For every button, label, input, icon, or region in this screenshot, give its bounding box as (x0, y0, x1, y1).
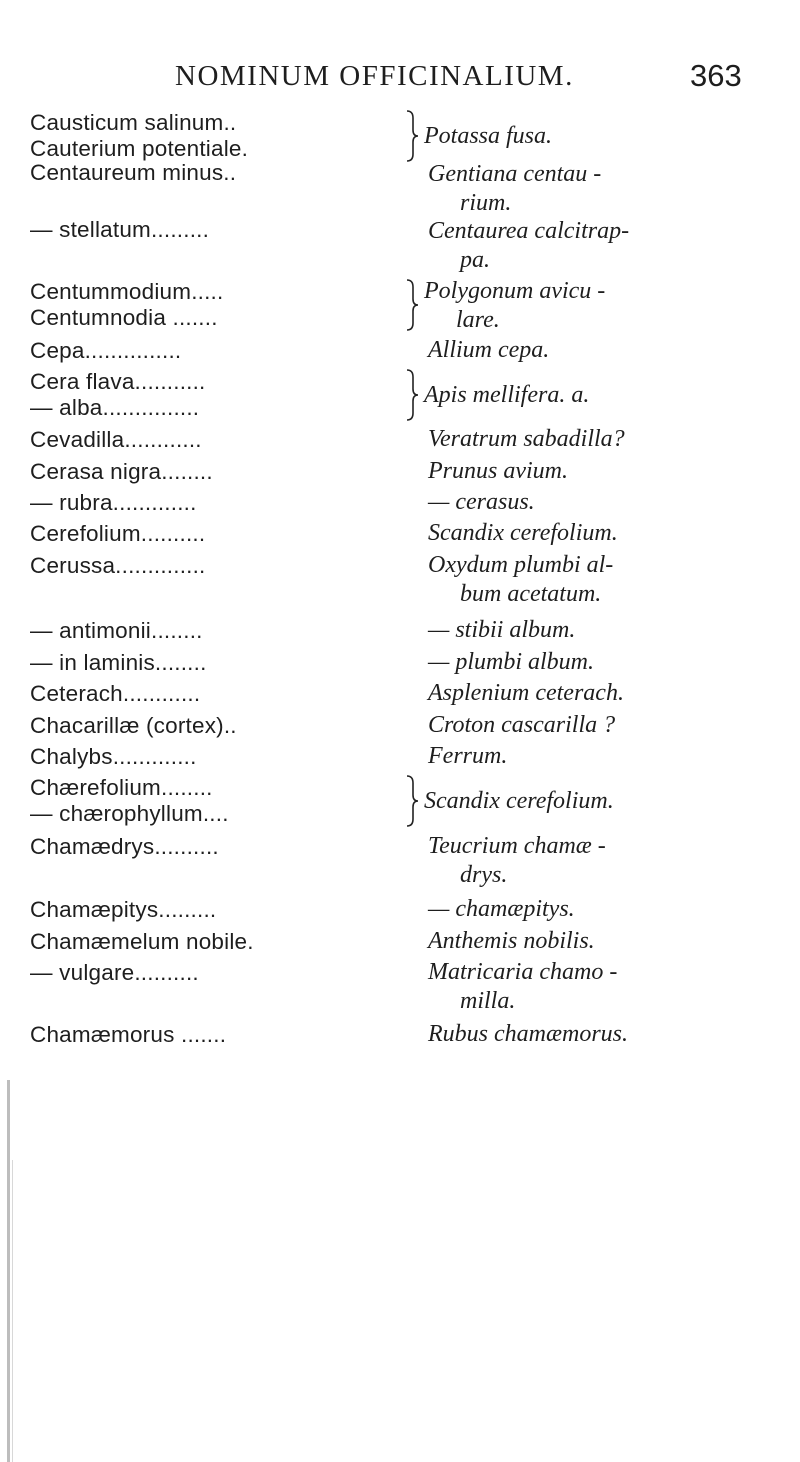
entry-term: Cepa............... (30, 338, 182, 363)
running-title: NOMINUM OFFICINALIUM. (175, 60, 574, 92)
entry-equivalent: — stibii album. (428, 617, 576, 643)
entry-equivalent: — plumbi album. (428, 649, 595, 675)
entry-term: Causticum salinum.. Cauterium potentiale. (30, 110, 249, 161)
page-header (0, 60, 800, 100)
entry-equivalent: — chamæpitys. (428, 896, 575, 922)
entry-term: Chamæmorus ....... (30, 1022, 227, 1047)
brace-icon (404, 279, 420, 331)
entry-equivalent: Apis mellifera. a. (424, 382, 590, 408)
entry-term: — in laminis........ (30, 650, 207, 675)
entry-equivalent: Potassa fusa. (424, 123, 553, 149)
brace-icon (404, 110, 420, 162)
entry-term: — vulgare.......... (30, 960, 199, 985)
entry-term: Cevadilla............ (30, 427, 202, 452)
entry-term: — antimonii........ (30, 618, 203, 643)
entry-term: — stellatum......... (30, 217, 210, 242)
entry-term: — rubra............. (30, 490, 197, 515)
entry-term: Chalybs............. (30, 744, 197, 769)
entry-equivalent: Veratrum sabadilla? (428, 426, 625, 452)
entry-term: Chamæpitys......... (30, 897, 217, 922)
entry-equivalent: Rubus chamæmorus. (428, 1021, 629, 1047)
page-number: 363 (690, 58, 742, 93)
entry-equivalent: Prunus avium. (428, 458, 568, 484)
entry-equivalent: — cerasus. (428, 489, 535, 515)
entry-equivalent: Polygonum avicu - lare. (424, 278, 606, 333)
entry-term: Cerefolium.......... (30, 521, 206, 546)
entry-term: Chærefolium........ — chærophyllum.... (30, 775, 229, 826)
entry-equivalent: Centaurea calcitrap- pa. (428, 218, 630, 273)
entry-term: Cerasa nigra........ (30, 459, 213, 484)
entry-term: Ceterach............ (30, 681, 201, 706)
entry-equivalent: Oxydum plumbi al- bum acetatum. (428, 552, 614, 607)
entry-term: Chacarillæ (cortex).. (30, 713, 237, 738)
entry-equivalent: Scandix cerefolium. (424, 788, 614, 814)
entry-equivalent: Teucrium chamæ - drys. (428, 833, 606, 888)
entry-equivalent: Anthemis nobilis. (428, 928, 595, 954)
entry-equivalent: Scandix cerefolium. (428, 520, 618, 546)
brace-icon (404, 369, 420, 421)
page-edge-shadow (7, 1080, 10, 1462)
entry-equivalent: Ferrum. (428, 743, 508, 769)
entry-equivalent: Asplenium ceterach. (428, 680, 624, 706)
entry-term: Cerussa.............. (30, 553, 206, 578)
entry-term: Centaureum minus.. (30, 160, 237, 185)
entry-term: Chamædrys.......... (30, 834, 219, 859)
entry-term: Cera flava........... — alba............... (30, 369, 206, 420)
entry-equivalent: Croton cascarilla ? (428, 712, 616, 738)
entry-term: Centummodium..... Centumnodia ....... (30, 279, 224, 330)
entry-equivalent: Allium cepa. (428, 337, 550, 363)
brace-icon (404, 775, 420, 827)
entry-equivalent: Gentiana centau - rium. (428, 161, 602, 216)
page-edge-shadow-inner (12, 1160, 13, 1462)
entry-equivalent: Matricaria chamo - milla. (428, 959, 618, 1014)
entry-term: Chamæmelum nobile. (30, 929, 254, 954)
